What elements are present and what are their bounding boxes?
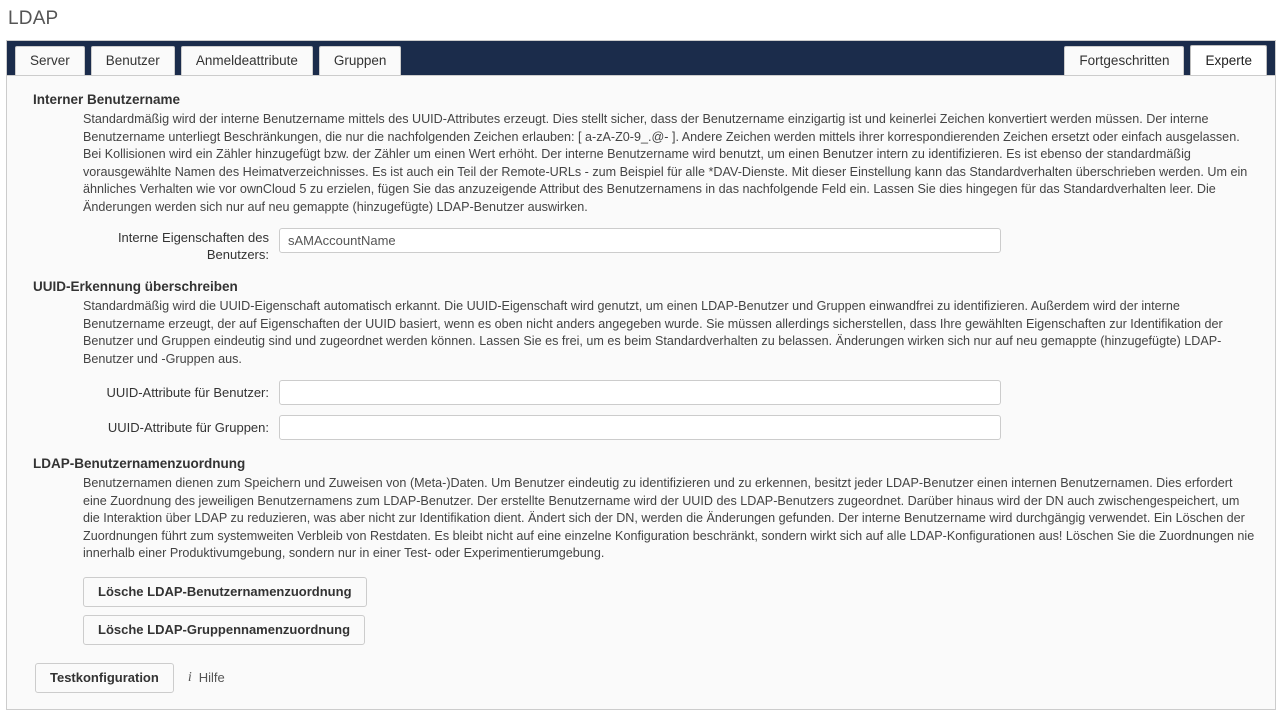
section-title-username-mapping: LDAP-Benutzernamenzuordnung: [33, 456, 246, 471]
internal-username-input[interactable]: [279, 228, 1001, 253]
uuid-user-label: UUID-Attribute für Benutzer:: [106, 385, 269, 400]
ldap-settings-panel: [6, 40, 1276, 710]
uuid-user-field-row: [7, 380, 1275, 405]
tab-bar: [7, 41, 1275, 75]
tab-server[interactable]: Server: [15, 46, 85, 75]
section-title-uuid-override: UUID-Erkennung überschreiben: [33, 279, 238, 294]
uuid-group-label: UUID-Attribute für Gruppen:: [107, 420, 269, 435]
page-title: LDAP: [8, 8, 59, 29]
uuid-user-input[interactable]: [279, 380, 1001, 405]
section-title-internal-username: Interner Benutzername: [33, 92, 181, 107]
internal-username-label: Interne Eigenschaften des Benutzers:: [117, 230, 269, 262]
expert-settings-content: [7, 75, 1275, 709]
tab-benutzer[interactable]: Benutzer: [91, 46, 175, 75]
internal-username-field-row: [7, 228, 1275, 263]
info-icon: i: [187, 669, 192, 685]
clear-ldap-groupname-mapping-button[interactable]: Lösche LDAP-Gruppennamenzuordnung: [83, 615, 365, 645]
tab-experte[interactable]: Experte: [1190, 45, 1267, 75]
test-configuration-button[interactable]: Testkonfiguration: [35, 663, 174, 693]
footer-actions: [7, 663, 1275, 693]
clear-groupname-mapping-row: [7, 615, 1275, 645]
help-link[interactable]: Hilfe: [198, 670, 225, 685]
section-desc-uuid-override: Standardmäßig wird die UUID-Eigenschaft automatisch erkannt. Die UUID-Eigenschaft wird genutzt, um einen LDAP-Benutzer und Gruppen einwandfrei zu identifizieren. Außerdem wird der interne Benutzername erzeugt, der auf Eigenschaften der UUID basiert, wenn es oben nicht anders angegeben wurde. Sie müssen allerdings sicherstellen, dass Ihre gewählten Eigenschaften zur Identifikation der Benutzer und Gruppen eindeutig sind und zugeordnet werden können. Lassen Sie es frei, um es beim Standardverhalten zu belassen. Änderungen wirken sich nur auf neu gemappte (hinzugefügte) LDAP-Benutzer und -Gruppen aus.: [83, 299, 1223, 366]
tab-gruppen[interactable]: Gruppen: [319, 46, 402, 75]
clear-username-mapping-row: [7, 577, 1275, 607]
uuid-group-input[interactable]: [279, 415, 1001, 440]
tab-fortgeschritten[interactable]: Fortgeschritten: [1064, 46, 1184, 75]
section-desc-internal-username: Standardmäßig wird der interne Benutzername mittels des UUID-Attributes erzeugt. Dies stellt sicher, dass der Benutzername einzigartig ist und keinerlei Zeichen konvertiert werden müssen. Der interne Benutzername unterliegt Beschränkungen, die nur die nachfolgenden Zeichen erlauben: [ a-zA-Z0-9_.@- ]. Andere Zeichen werden mittels ihrer korrespondierenden Zeichen ersetzt oder einfach ausgelassen. Bei Kollisionen wird ein Zähler hinzugefügt bzw. der Zähler um einen Wert erhöht. Der interne Benutzername wird benutzt, um einen Benutzer intern zu identifizieren. Es ist ebenso der standardmäßig vorausgewählte Namen des Heimatverzeichnisses. Es ist auch ein Teil der Remote-URLs - zum Beispiel für alle *DAV-Dienste. Mit dieser Einstellung kann das Standardverhalten überschrieben werden. Um ein ähnliches Verhalten wie vor ownCloud 5 zu erzielen, fügen Sie das anzuzeigende Attribut des Benutzernamens in das nachfolgende Feld ein. Lassen Sie dies hingegen für das Standardverhalten leer. Die Änderungen werden sich nur auf neu gemappte (hinzugefügte) LDAP-Benutzer auswirken.: [83, 112, 1248, 214]
section-desc-username-mapping: Benutzernamen dienen zum Speichern und Zuweisen von (Meta-)Daten. Um Benutzer eindeutig zu identifizieren und zu erkennen, besitzt jeder LDAP-Benutzer einen internen Benutzernamen. Dies erfordert eine Zuordnung des jeweiligen Benutzernamens zum LDAP-Benutzer. Der erstellte Benutzername wird der UUID des LDAP-Benutzers zugeordnet. Darüber hinaus wird der DN auch zwischengespeichert, um die Interaktion über LDAP zu reduzieren, was aber nicht zur Identifikation dient. Ändert sich der DN, werden die Änderungen gefunden. Der interne Benutzername wird durchgängig verwendet. Ein Löschen der Zuordnungen führt zum systemweiten Verbleib von Restdaten. Es bleibt nicht auf eine einzelne Konfiguration beschränkt, sondern wirkt sich auf alle LDAP-Konfigurationen aus! Löschen Sie die Zuordnungen nie innerhalb einer Produktivumgebung, sondern nur in einer Test- oder Experimentierumgebung.: [83, 476, 1255, 560]
tab-anmeldeattribute[interactable]: Anmeldeattribute: [181, 46, 313, 75]
clear-ldap-username-mapping-button[interactable]: Lösche LDAP-Benutzernamenzuordnung: [83, 577, 367, 607]
uuid-group-field-row: [7, 415, 1275, 440]
